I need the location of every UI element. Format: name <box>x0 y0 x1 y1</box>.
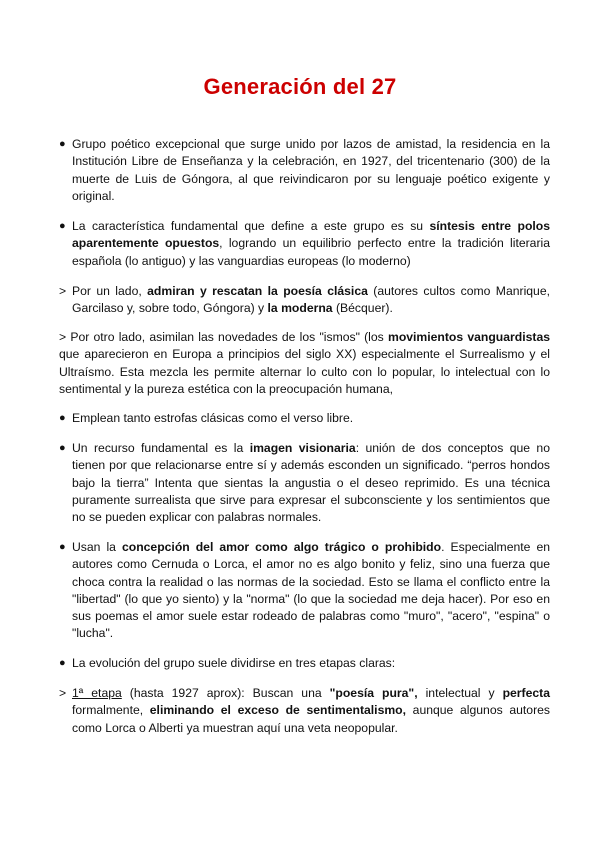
arrow-marker-icon: > <box>59 330 67 344</box>
paragraph-text: intelectual y <box>417 686 503 700</box>
bullet-icon: ● <box>59 442 66 454</box>
bullet-icon: ● <box>59 220 66 232</box>
bold-text: admiran y rescatan la poesía clásica <box>147 284 368 298</box>
paragraph-text: Usan la <box>72 540 122 554</box>
arrow-marker-icon: > <box>59 284 67 298</box>
paragraph-text: : unión de dos conceptos que no tienen por que relacionarse entre sí y además esconden un significado. “perros hondos bajo la tierra” Intenta que sientas la angustia o el deseo reprimido. Es una técnica puramente surrealista que sirve para expresar el subconsciente y los sentimientos que no se pueden explicar con palabras normales. <box>72 441 550 525</box>
paragraph-text: (autores cultos como Manrique, Garcilaso y, sobre todo, Góngora) y <box>72 284 550 316</box>
arrow-paragraph-classic <box>59 283 550 318</box>
arrow-paragraph-stage-one <box>59 685 550 737</box>
paragraph-text: , logrando un equilibrio perfecto entre la tradición literaria española (lo antiguo) y las vanguardias europeas (lo moderno) <box>72 236 550 268</box>
bold-text: concepción del amor como algo trágico o prohibido <box>121 540 442 554</box>
paragraph-text: La evolución del grupo suele dividirse en tres etapas claras: <box>72 656 396 670</box>
paragraph-text: que aparecieron en Europa a principios del siglo XX) especialmente el Surrealismo y el Ultraísmo. Esta mezcla les permite alternar lo culto con lo popular, lo intelectual con lo sentimental y la pureza estética con la preocupación humana, <box>59 347 550 396</box>
paragraph-text: Grupo poético excepcional que surge unido por lazos de amistad, la residencia en la Institución Libre de Enseñanza y la celebración, en 1927, del tricentenario (300) de la muerte de Luis de Góngora, al que reivindicaron por su lenguaje poético exigente y original. <box>72 137 550 203</box>
paragraph-text: formalmente, <box>72 703 150 718</box>
underlined-text: 1ª etapa <box>72 686 122 700</box>
paragraph-text: Por otro lado, asimilan las novedades de los "ismos" (los <box>70 330 388 344</box>
bold-text: imagen visionaria <box>249 441 356 455</box>
bold-text: la moderna <box>267 301 333 316</box>
bold-text: perfecta <box>502 686 550 700</box>
bullet-paragraph-evolution <box>59 655 550 672</box>
paragraph-text: Un recurso fundamental es la <box>72 441 250 455</box>
paragraph-text: (Bécquer). <box>332 301 393 316</box>
bullet-icon: ● <box>59 541 66 553</box>
bullet-paragraph-verse <box>59 410 550 427</box>
bullet-paragraph-synthesis <box>59 218 550 270</box>
bold-text: síntesis entre polos aparentemente opuestos <box>72 219 550 251</box>
arrow-paragraph-vanguard <box>59 329 550 398</box>
bullet-paragraph-love <box>59 539 550 643</box>
arrow-marker-icon: > <box>59 686 67 700</box>
paragraph-text: Por un lado, <box>72 284 148 298</box>
paragraph-text: . Especialmente en autores como Cernuda o Lorca, el amor no es algo bonito y feliz, sino una fuerza que choca contra la realidad o las normas de la sociedad. Esto se llama el conflicto entre la "libertad" (lo que yo siento) y la "norma" (lo que la sociedad me deja hacer). Por eso en sus poemas el amor suele estar rodeado de palabras como "muro", "acero", "espina" o "lucha". <box>72 540 550 641</box>
bullet-paragraph-origin <box>59 136 550 205</box>
bullet-icon: ● <box>59 412 66 424</box>
bold-text: "poesía pura", <box>329 686 418 700</box>
paragraph-text: La característica fundamental que define a este grupo es su <box>72 219 430 233</box>
document-title: Generación del 27 <box>203 74 397 99</box>
bullet-paragraph-image <box>59 440 550 526</box>
paragraph-text: (hasta 1927 aprox): Buscan una <box>121 686 330 700</box>
bullet-icon: ● <box>59 657 66 669</box>
bullet-icon: ● <box>59 138 66 150</box>
bold-text: eliminando el exceso de sentimentalismo, <box>149 703 407 718</box>
paragraph-text: Emplean tanto estrofas clásicas como el verso libre. <box>72 411 354 425</box>
bold-text: movimientos vanguardistas <box>387 330 550 344</box>
paragraph-text: aunque algunos autores como Lorca o Alberti ya muestran aquí una veta neopopular. <box>72 703 550 735</box>
